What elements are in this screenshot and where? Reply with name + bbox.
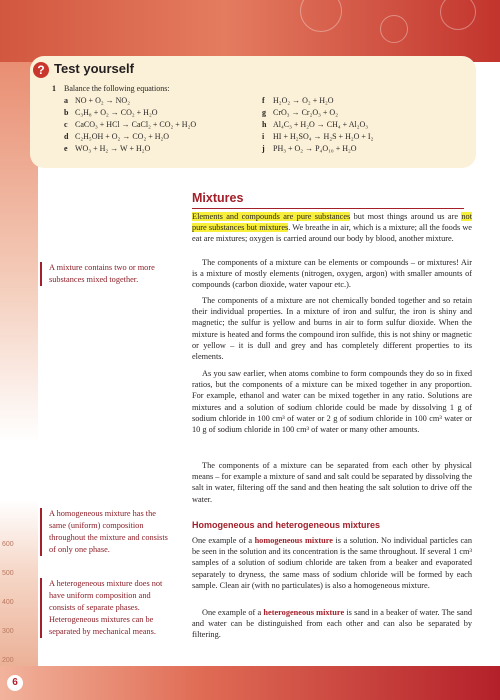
- footer-banner: [0, 666, 500, 700]
- equation-item: [64, 144, 150, 153]
- equation-text: H₂O₂ → O₂ + H₂O: [273, 96, 334, 105]
- beaker-mark: 600: [2, 541, 14, 548]
- equation-letter: d: [64, 132, 69, 141]
- header-banner: [0, 0, 500, 62]
- paragraph-text: . We breathe in air, which is a mixture; all the foods we eat are mixtures; oxygen is carried around our body by blood, another mixture.: [192, 223, 472, 244]
- key-term: heterogeneous mixture: [263, 608, 345, 617]
- key-term: homogeneous mixture: [254, 536, 333, 545]
- paragraph-proportion: As you saw earlier, when atoms combine to form compounds they do so in fixed ratios, but the components of a mixture can be mixed together in any proportion. For example, ethanol and water can be mixed together in any ratio. Solutions are mixtures and a solution of sodium chloride could be made by dissolving 1 g of sodium chloride in 100 cm³ of water or 2 g of sodium chloride in 100 cm³ water or 10 g of sodium chloride in 100 cm³ of water or many other amounts.: [192, 369, 472, 435]
- beaker-scale: [2, 530, 36, 675]
- paragraph-intro: [192, 211, 472, 245]
- paragraph-text: One example of a: [192, 536, 255, 545]
- paragraph-components: The components of a mixture can be elements or compounds – or mixtures! Air is a mixture of mostly elements (nitrogen, oxygen, argon) with smaller amounts of compounds (carbon dioxide, water vapour etc.).: [192, 258, 472, 290]
- test-yourself-title: Test yourself: [54, 61, 134, 76]
- paragraph-text: but most things around us are: [350, 212, 462, 221]
- beaker-mark: 300: [2, 628, 14, 635]
- highlighted-text: not pure substances but mixtures: [192, 212, 472, 233]
- paragraph-text: is sand in a beaker of water. The sand and water can be distinguished from each other and can also be separated by filtering.: [192, 608, 472, 640]
- equation-item: [262, 120, 368, 129]
- question-number: 1: [52, 84, 56, 93]
- equation-text: NO + O₂ → NO₂: [75, 96, 130, 105]
- equation-text: WO₃ + H₂ → W + H₂O: [75, 144, 151, 153]
- equation-letter: f: [262, 96, 265, 105]
- equation-item: [262, 108, 338, 117]
- molecule-decoration: [440, 0, 476, 30]
- heading-rule: [192, 208, 464, 209]
- question-prompt: Balance the following equations:: [64, 84, 170, 93]
- paragraph-text: One example of a: [202, 608, 264, 617]
- equation-letter: b: [64, 108, 69, 117]
- equation-item: [262, 96, 334, 105]
- equation-item: [64, 120, 196, 129]
- paragraph-homogeneous: [192, 535, 472, 591]
- paragraph-separation: The components of a mixture can be separated from each other by physical means – for example a mixture of sand and salt could be separated by dissolving the salt in water, filtering off the sand and then heating the salt solution to drive off the water.: [192, 461, 472, 504]
- subheading: Homogeneous and heterogeneous mixtures: [192, 520, 381, 530]
- paragraph-heterogeneous: [192, 607, 472, 641]
- molecule-decoration: [380, 15, 408, 43]
- equation-item: [262, 132, 373, 141]
- equation-text: Al₄C₃ + H₂O → CH₄ + Al₂O₃: [273, 120, 369, 129]
- margin-note-mixture: A mixture contains two or more substances mixed together.: [40, 262, 175, 286]
- page-number: 6: [7, 675, 23, 691]
- equation-letter: e: [64, 144, 68, 153]
- equation-letter: i: [262, 132, 265, 141]
- equation-letter: c: [64, 120, 68, 129]
- beaker-mark: 400: [2, 599, 14, 606]
- equation-letter: g: [262, 108, 266, 117]
- equation-text: C₃H₈ + O₂ → CO₂ + H₂O: [75, 108, 158, 117]
- equation-item: [64, 132, 169, 141]
- molecule-decoration: [300, 0, 342, 32]
- equation-text: C₂H₅OH + O₂ → CO₂ + H₂O: [75, 132, 170, 141]
- paragraph-bonding: The components of a mixture are not chemically bonded together and so retain their individual properties. In a mixture of iron and sulfur, the iron is shiny and magnetic; the sulfur is yellow and burns in air to form sulfur dioxide. When the mixture is heated and forms the compound iron sulfide, this is not shiny or magnetic or yellow – it is dull and grey and has completely different properties to its elements.: [192, 296, 472, 362]
- equation-letter: a: [64, 96, 68, 105]
- paragraph-text: is a solution. No individual particles can be seen in the solution and its concentration is the same throughout. If several 1 cm³ samples of a solution of sodium chloride are taken from a beaker and evaporated separately to dryness, the same mass of sodium chloride will be formed by each sample. Clean air (with no particulates) is also a homogeneous mixture.: [192, 536, 472, 590]
- equation-text: HI + H₂SO₄ → H₂S + H₂O + I₂: [273, 132, 374, 141]
- margin-note-homogeneous: A homogeneous mixture has the same (uniform) composition throughout the mixture and consists of only one phase.: [40, 508, 175, 556]
- equation-text: CrO₃ → Cr₂O₃ + O₂: [273, 108, 338, 117]
- margin-note-heterogeneous: A heterogeneous mixture does not have uniform composition and consists of separate phases. Heterogeneous mixtures can be separated by mechanical means.: [40, 578, 175, 638]
- beaker-mark: 500: [2, 570, 14, 577]
- highlighted-text: Elements and compounds are pure substances: [192, 212, 351, 221]
- equation-item: [262, 144, 357, 153]
- section-heading: Mixtures: [192, 191, 244, 205]
- question-icon: ?: [33, 62, 49, 78]
- equation-text: CaCO₃ + HCl → CaCl₂ + CO₂ + H₂O: [75, 120, 197, 129]
- equation-letter: h: [262, 120, 267, 129]
- equation-letter: j: [262, 144, 265, 153]
- equation-item: [64, 108, 158, 117]
- equation-item: [64, 96, 130, 105]
- equation-text: PH₃ + O₂ → P₄O₁₀ + H₂O: [273, 144, 357, 153]
- beaker-mark: 200: [2, 657, 14, 664]
